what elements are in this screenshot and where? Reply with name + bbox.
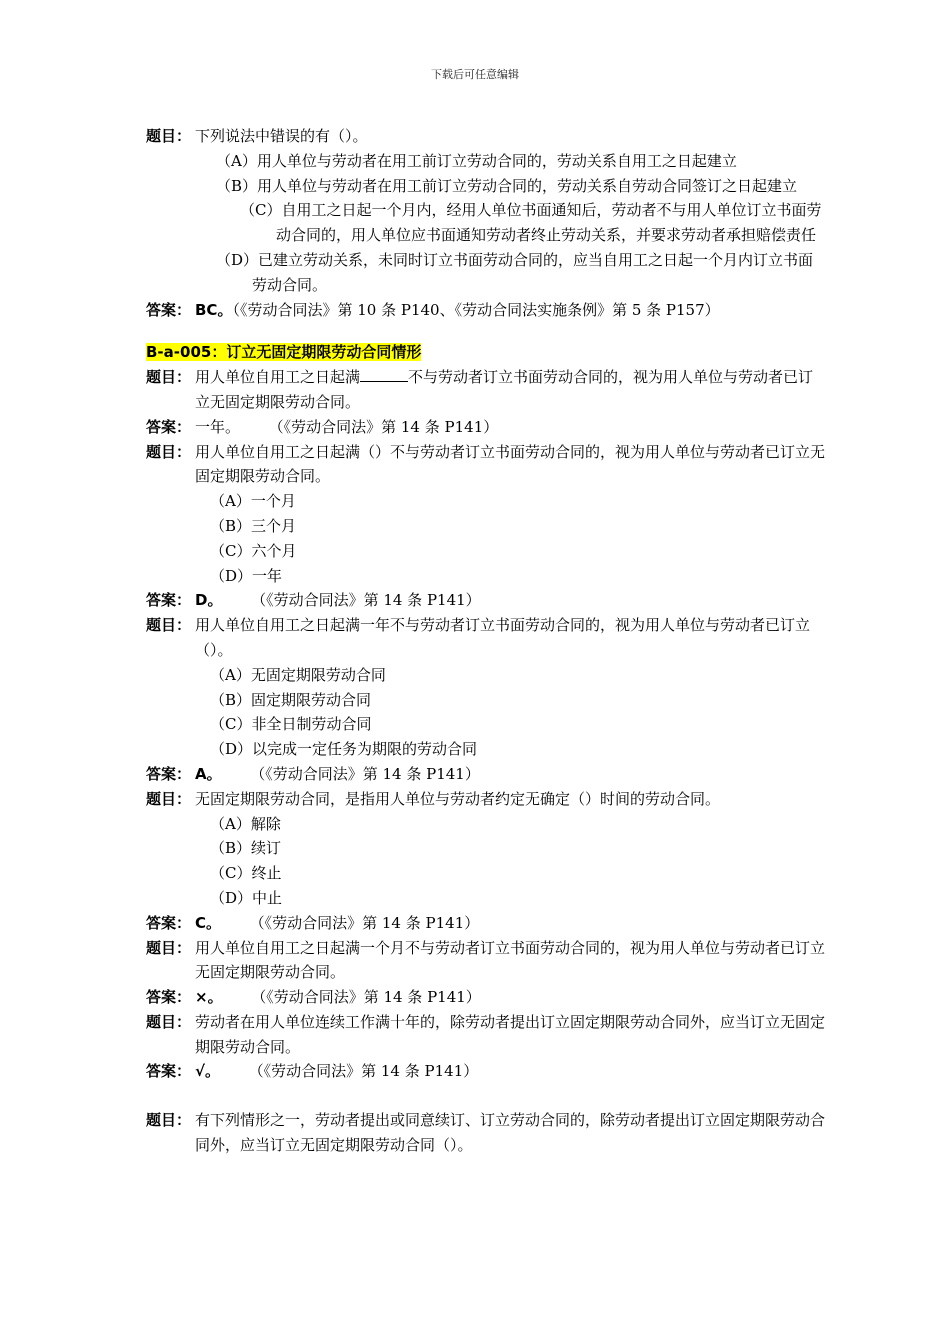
answer-label: 答案： — [146, 764, 192, 783]
question-label: 题目： — [146, 1111, 192, 1130]
answer-label: 答案： — [146, 988, 192, 1007]
question-1 — [146, 124, 826, 149]
document-body — [146, 124, 826, 1158]
answer-key: C。 — [195, 913, 222, 932]
question-label: 题目： — [146, 127, 192, 145]
answer-key: 一年。 — [195, 417, 241, 436]
question-label: 题目： — [146, 1012, 192, 1031]
option-b: （B）用人单位与劳动者在用工前订立劳动合同的，劳动关系自劳动合同签订之日起建立 — [216, 176, 798, 195]
section-title-highlight: B-a-005：订立无固定期限劳动合同情形 — [146, 343, 422, 362]
answer-reference: （《劳动合同法》第 14 条 P141） — [268, 417, 499, 436]
question-3 — [146, 440, 826, 490]
option-d: （D）以完成一定任务为期限的劳动合同 — [210, 740, 478, 759]
option-b: （B）固定期限劳动合同 — [210, 690, 372, 709]
answer-2 — [146, 415, 826, 440]
paragraph-gap — [146, 1084, 826, 1108]
section-title — [146, 340, 826, 365]
answer-reference: （《劳动合同法》第 10 条 P140、《劳动合同法实施条例》第 5 条 P157） — [232, 300, 720, 319]
question-label: 题目： — [146, 442, 192, 461]
answer-label: 答案： — [146, 417, 192, 436]
question-text-after: 不与劳动者订立书面劳动合同的，视为用人单位与劳动者已订立无固定期限劳动合同。 — [195, 368, 814, 411]
question-6 — [146, 936, 826, 986]
option-d: （D）一年 — [210, 566, 283, 585]
option-a: （A）解除 — [210, 814, 281, 833]
answer-reference: （《劳动合同法》第 14 条 P141） — [248, 1062, 479, 1081]
question-text: 用人单位自用工之日起满一个月不与劳动者订立书面劳动合同的，视为用人单位与劳动者已订立无固定期限劳动合同。 — [195, 938, 826, 982]
question-7 — [146, 1010, 826, 1060]
question-text: 用人单位自用工之日起满（）不与劳动者订立书面劳动合同的，视为用人单位与劳动者已订立无固定期限劳动合同。 — [195, 442, 826, 486]
question-text-before: 用人单位自用工之日起满 — [195, 368, 361, 387]
fill-blank — [360, 367, 408, 382]
option-c: （C）终止 — [210, 864, 282, 883]
answer-key: ×。 — [195, 988, 223, 1007]
question-label: 题目： — [146, 616, 192, 635]
question-label: 题目： — [146, 938, 192, 957]
answer-1 — [146, 298, 826, 323]
answer-label: 答案： — [146, 1062, 192, 1081]
question-text: 下列说法中错误的有（）。 — [195, 127, 368, 145]
option-d: （D）已建立劳动关系，未同时订立书面劳动合同的，应当自用工之日起一个月内订立书面劳动合同。 — [216, 250, 814, 294]
option-b: （B）三个月 — [210, 516, 297, 535]
question-label: 题目： — [146, 789, 192, 808]
option-c: （C）自用工之日起一个月内，经用人单位书面通知后，劳动者不与用人单位订立书面劳动合同的，用人单位应书面通知劳动者终止劳动关系，并要求劳动者承担赔偿责任 — [240, 201, 822, 245]
answer-label: 答案： — [146, 591, 192, 610]
question-text: 用人单位自用工之日起满一年不与劳动者订立书面劳动合同的，视为用人单位与劳动者已订立（）。 — [195, 616, 811, 659]
option-d: （D）中止 — [210, 888, 283, 907]
option-b: （B）续订 — [210, 839, 282, 858]
question-text: 有下列情形之一，劳动者提出或同意续订、订立劳动合同的，除劳动者提出订立固定期限劳动合同外，应当订立无固定期限劳动合同（）。 — [195, 1111, 826, 1155]
page-header-note: 下载后可任意编辑 — [431, 68, 519, 81]
answer-reference: （《劳动合同法》第 14 条 P141） — [251, 988, 481, 1007]
question-8 — [146, 1108, 826, 1158]
question-4 — [146, 613, 826, 663]
answer-reference: （《劳动合同法》第 14 条 P141） — [250, 764, 480, 783]
question-text: 劳动者在用人单位连续工作满十年的，除劳动者提出订立固定期限劳动合同外，应当订立无固定期限劳动合同。 — [195, 1012, 826, 1056]
answer-label: 答案： — [146, 300, 192, 319]
question-text: 无固定期限劳动合同，是指用人单位与劳动者约定无确定（）时间的劳动合同。 — [195, 789, 721, 808]
question-5 — [146, 787, 826, 812]
question-label: 题目： — [146, 368, 192, 387]
answer-7 — [146, 1059, 826, 1084]
answer-key: √。 — [195, 1062, 221, 1081]
answer-key: BC。 — [195, 300, 233, 319]
answer-key: A。 — [195, 764, 222, 783]
answer-label: 答案： — [146, 913, 192, 932]
answer-5 — [146, 911, 826, 936]
answer-reference: （《劳动合同法》第 14 条 P141） — [249, 913, 480, 932]
option-a: （A）一个月 — [210, 492, 296, 511]
option-c: （C）非全日制劳动合同 — [210, 715, 372, 734]
answer-6 — [146, 985, 826, 1010]
answer-4 — [146, 762, 826, 787]
answer-key: D。 — [195, 591, 223, 610]
option-a: （A）无固定期限劳动合同 — [210, 665, 386, 684]
question-2 — [146, 365, 826, 415]
option-a: （A）用人单位与劳动者在用工前订立劳动合同的，劳动关系自用工之日起建立 — [216, 151, 737, 170]
answer-3 — [146, 588, 826, 613]
answer-reference: （《劳动合同法》第 14 条 P141） — [251, 591, 481, 610]
option-c: （C）六个月 — [210, 541, 297, 560]
